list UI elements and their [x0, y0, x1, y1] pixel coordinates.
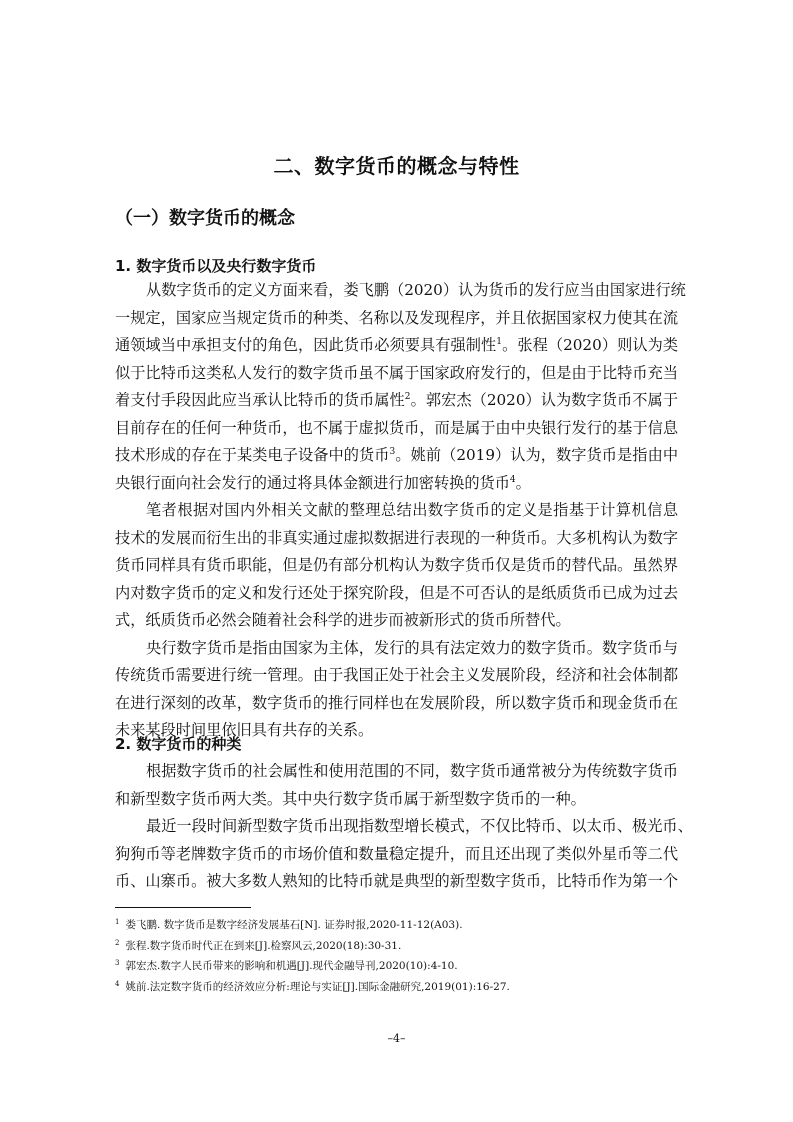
text-line: 通领域当中承担支付的角色，因此货币必须要具有强制性$^1$。张程（2020）则认为类	[115, 336, 679, 354]
footnote-number: 1	[115, 918, 120, 926]
page-number: –4–	[387, 1032, 406, 1045]
text-line: 技术的发展而衍生出的非真实通过虚拟数据进行表现的一种货币。大多机构认为数字	[115, 528, 678, 547]
footnote-ref[interactable]: 2	[404, 392, 411, 402]
paragraph-3	[115, 635, 678, 745]
footnote-number: 3	[115, 959, 120, 967]
subsection-heading-1: 1. 数字货币以及央行数字货币	[115, 257, 317, 275]
footnote-text: 娄飞鹏. 数字货币是数字经济发展基石[N]. 证券时报,2020-11-12(A03).	[125, 919, 463, 931]
paragraph-1	[115, 277, 686, 497]
footnote-ref[interactable]: 4	[509, 474, 516, 485]
footnote-separator	[115, 907, 251, 908]
footnote-item	[115, 956, 678, 977]
text-line: 央行数字货币是指由国家为主体，发行的具有法定效力的数字货币。数字货币与	[146, 638, 678, 657]
text-line: 技术形成的存在于某类电子设备中的货币$^3$。姚前（2019）认为，数字货币是指由中	[115, 446, 679, 464]
paragraph-2	[115, 497, 678, 635]
text-line: 最近一段时间新型数字货币出现指数型增长模式，不仅比特币、以太币、极光币、	[146, 817, 693, 835]
footnote-item	[115, 977, 678, 998]
subsection-heading-2: 2. 数字货币的种类	[115, 735, 242, 753]
footnote-ref[interactable]: 1	[496, 337, 503, 347]
text-line: 在进行深刻的改革，数字货币的推行同样也在发展阶段，所以数字货币和现金货币在	[115, 693, 678, 712]
text-line: 未来某段时间里依旧具有共存的关系。	[115, 721, 374, 739]
text-line: 和新型数字货币两大类。其中央行数字货币属于新型数字货币的一种。	[115, 789, 586, 808]
text-line: 似于比特币这类私人发行的数字货币虽不属于国家政府发行的，但是由于比特币充当	[115, 363, 678, 382]
paragraph-4	[115, 758, 678, 813]
text-line: 式，纸质货币必然会随着社会科学的进步而被新形式的货币所替代。	[115, 611, 571, 629]
text-line: 一规定，国家应当规定货币的种类、名称以及发现程序，并且依据国家权力使其在流	[115, 308, 678, 327]
footnotes	[115, 915, 678, 997]
text-line: 目前存在的任何一种货币，也不属于虚拟货币，而是属于由中央银行发行的基于信息	[115, 418, 678, 437]
text-line: 狗狗币等老牌数字货币的市场价值和数量稳定提升，而且还出现了类似外星币等二代	[115, 844, 678, 863]
text-line: 传统货币需要进行统一管理。由于我国正处于社会主义发展阶段，经济和社会体制都	[115, 666, 678, 684]
text-line: 央银行面向社会发行的通过将具体金额进行加密转换的货币$^4$。	[115, 473, 531, 492]
footnote-ref[interactable]: 3	[389, 447, 396, 457]
text-line: 内对数字货币的定义和发行还处于探究阶段，但是不可否认的是纸质货币已成为过去	[115, 583, 678, 602]
footnote-text: 郭宏杰.数字人民币带来的影响和机遇[J].现代金融导刊,2020(10):4-10.	[125, 960, 458, 972]
text-line: 笔者根据对国内外相关文献的整理总结出数字货币的定义是指基于计算机信息	[146, 501, 678, 519]
paragraph-5	[115, 813, 693, 896]
footnote-text: 张程.数字货币时代正在到来[J].检察风云,2020(18):30-31.	[125, 939, 402, 952]
footnote-item	[115, 936, 678, 957]
footnote-item	[115, 915, 678, 936]
text-line: 根据数字货币的社会属性和使用范围的不同，数字货币通常被分为传统数字货币	[146, 762, 678, 780]
text-line: 从数字货币的定义方面来看，娄飞鹏（2020）认为货币的发行应当由国家进行统	[146, 281, 686, 299]
text-line: 币、山寨币。被大多数人熟知的比特币就是典型的新型数字货币，比特币作为第一个	[115, 872, 678, 890]
footnote-number: 4	[115, 979, 120, 988]
chapter-title: 二、数字货币的概念与特性	[273, 154, 520, 178]
section-heading: （一）数字货币的概念	[115, 208, 295, 229]
footnote-number: 2	[115, 938, 120, 947]
footnote-text: 姚前.法定数字货币的经济效应分析:理论与实证[J].国际金融研究,2019(01):16-27.	[125, 980, 510, 993]
text-line: 货币同样具有货币职能，但是仍有部分机构认为数字货币仅是货币的替代品。虽然界	[115, 556, 678, 574]
text-line: 着支付手段因此应当承认比特币的货币属性$^2$。郭宏杰（2020）认为数字货币不属于	[115, 391, 679, 409]
